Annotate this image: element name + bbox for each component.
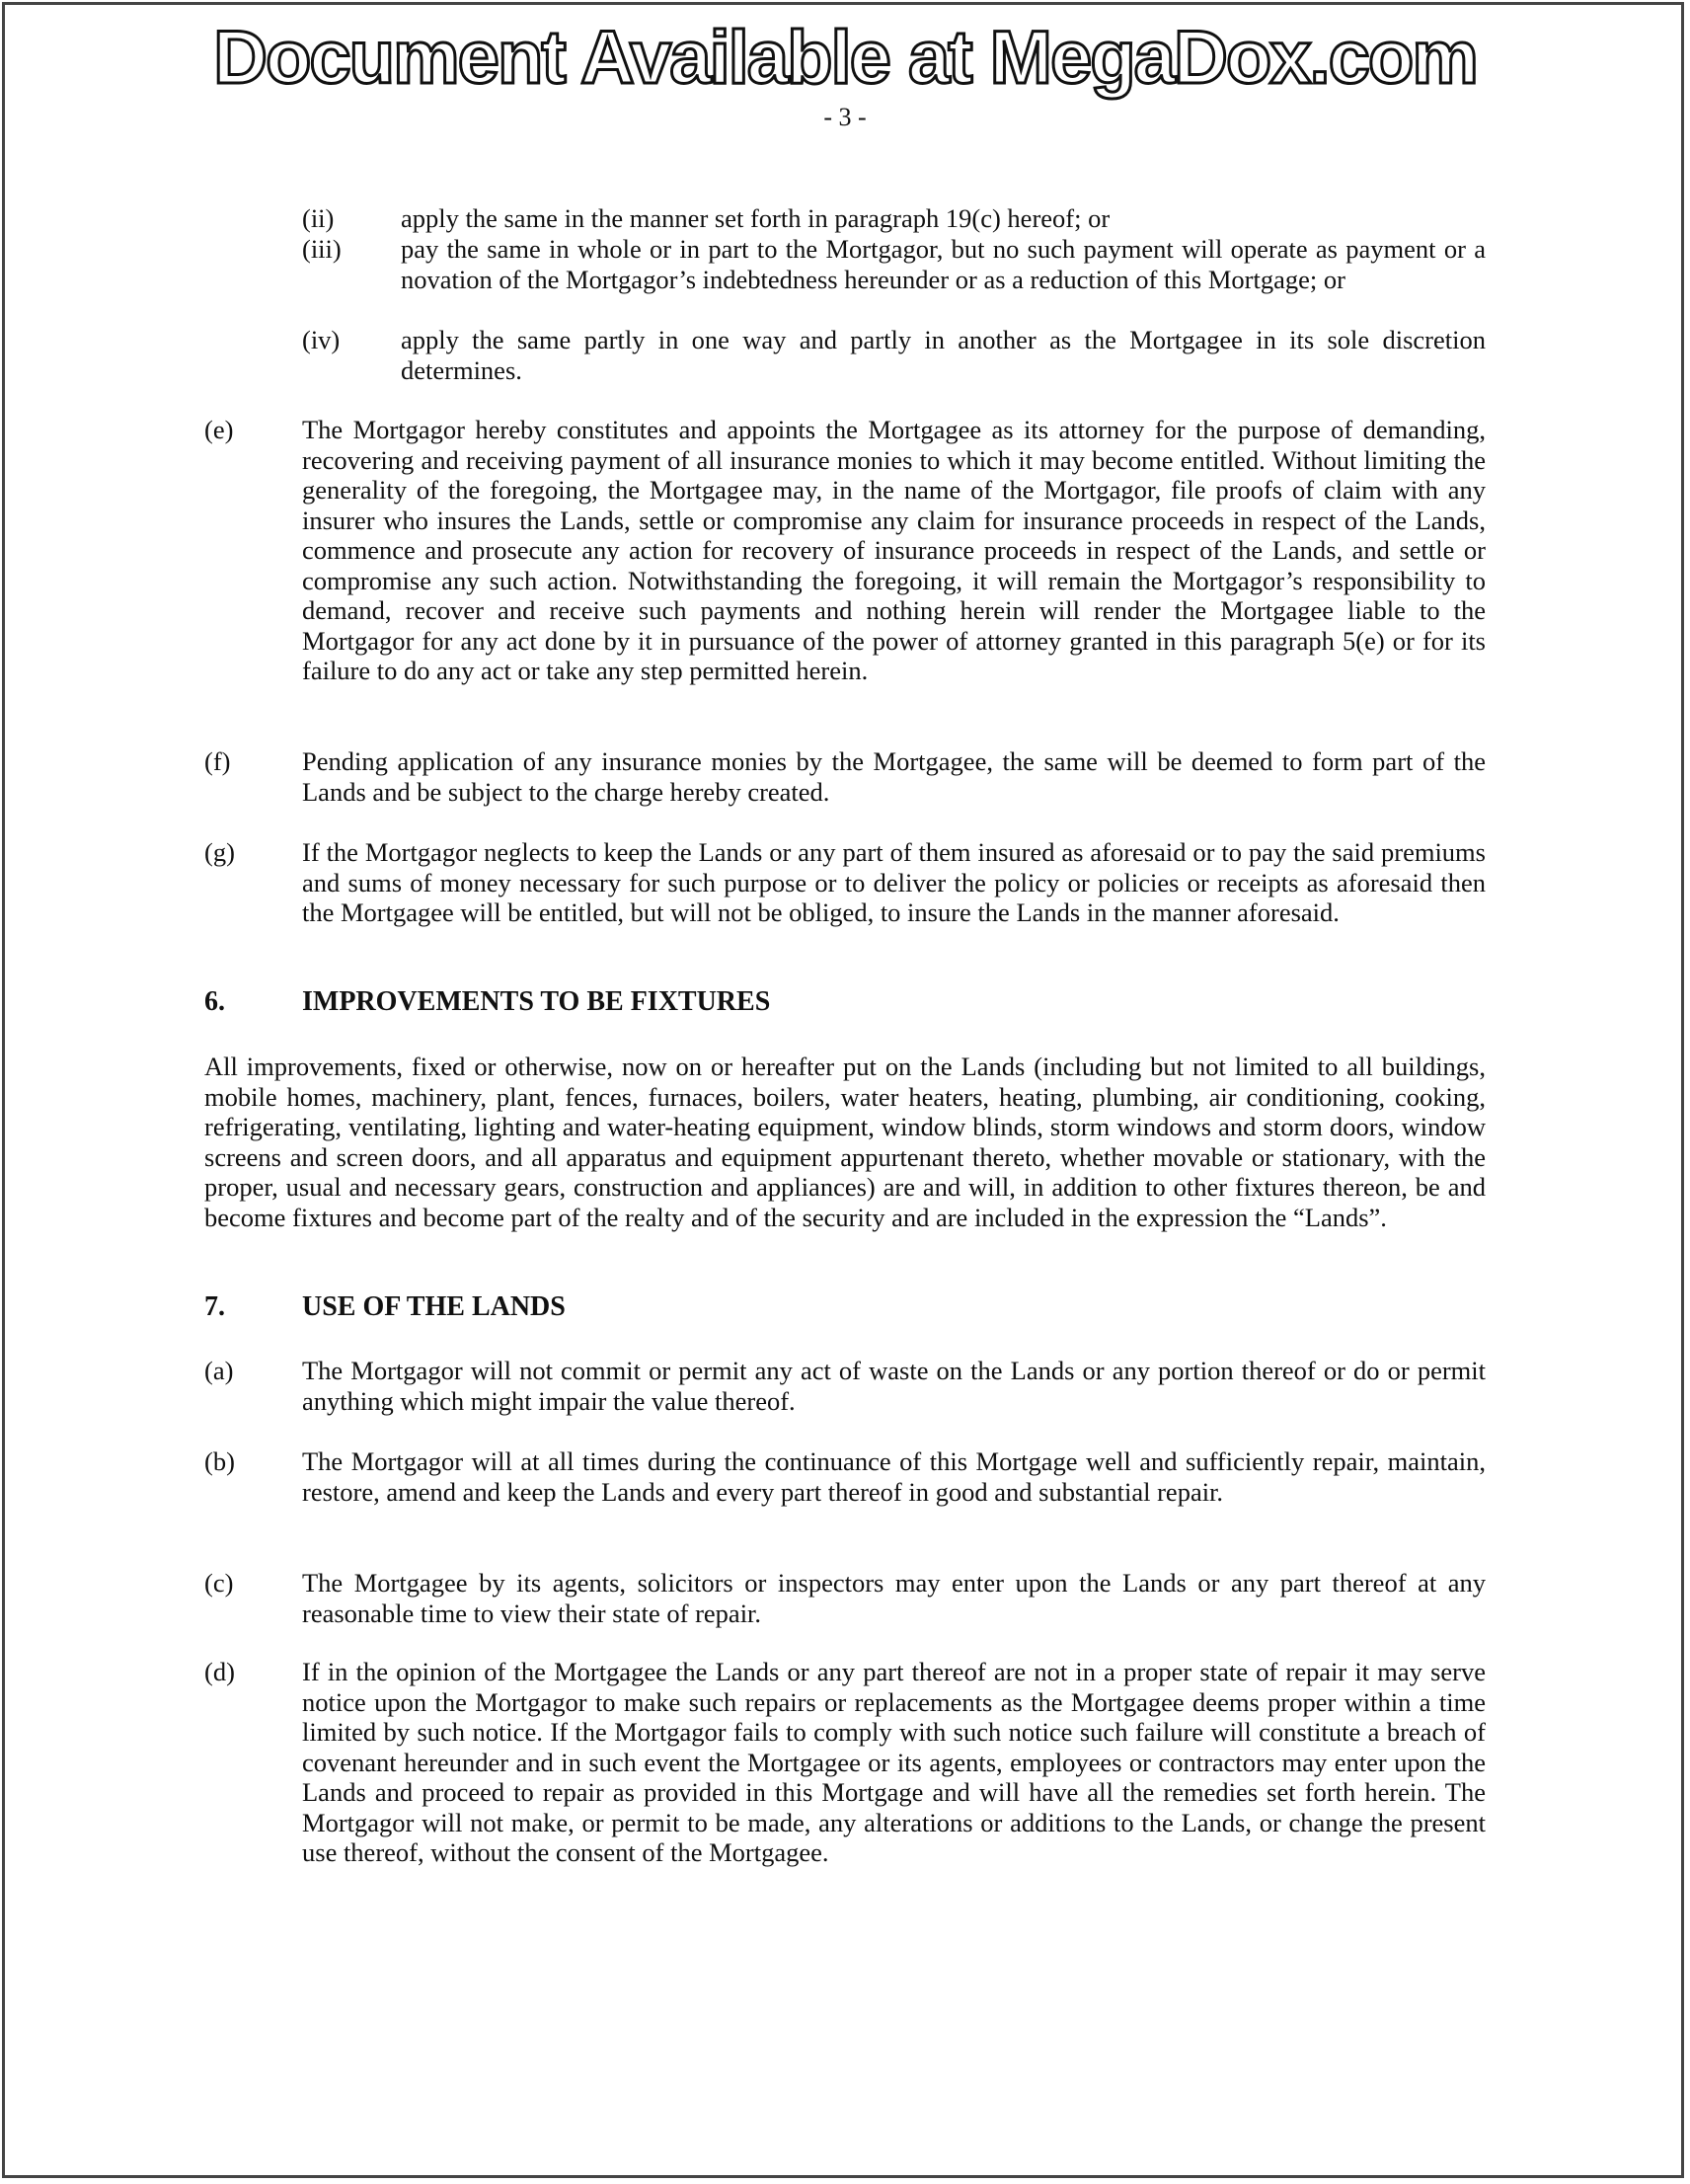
section-6-number: 6. xyxy=(204,986,225,1017)
page-number: - 3 - xyxy=(823,103,867,131)
item-text: The Mortgagor hereby constitutes and appoints the Mortgagee as its attorney for the purpose of demanding, recovering and receiving payment of all insurance monies to which it may become entitled. Without limiting the generality of the foregoing, the Mortgagee may, in the name of the Mortgagor, file proofs of claim with any insurer who insures the Lands, settle or compromise any claim for insurance proceeds in respect of the Lands, commence and prosecute any action for recovery of insurance proceeds in respect of the Lands, and settle or compromise any such action. Notwithstanding the foregoing, it will remain the Mortgagor’s responsibility to demand, recover and receive such payments and nothing herein will render the Mortgagee liable to the Mortgagor for any act done by it in pursuance of the power of attorney granted in this paragraph 5(e) or for its failure to do any act or take any step permitted herein. xyxy=(302,415,1486,685)
item-label: (iv) xyxy=(302,325,341,354)
item-label: (c) xyxy=(204,1568,234,1598)
item-text: If in the opinion of the Mortgagee the Lands or any part thereof are not in a proper state of repair it may serve notice upon the Mortgagor to make such repairs or replacements as the Mortgagee deems proper within a time limited by such notice. If the Mortgagor fails to comply with such notice such failure will constitute a breach of covenant hereunder and in such event the Mortgagee or its agents, employees or contractors may enter upon the Lands and proceed to repair as provided in this Mortgage and will have all the remedies set forth herein. The Mortgagor will not make, or permit to be made, any alterations or additions to the Lands, or change the present use thereof, without the consent of the Mortgagee. xyxy=(302,1657,1486,1867)
item-label: (a) xyxy=(204,1356,234,1385)
section-6-body: All improvements, fixed or otherwise, now on or hereafter put on the Lands (including but not limited to all buildings, mobile homes, machinery, plant, fences, furnaces, boilers, water heaters, heating, plumbing, air conditioning, cooking, refrigerating, ventilating, lighting and water-heating equipment, window blinds, storm windows and storm doors, window screens and screen doors, and all apparatus and equipment appurtenant thereto, whether movable or stationary, with the proper, usual and necessary gears, construction and appliances) are and will, in addition to other fixtures thereon, be and become fixtures and become part of the realty and of the security and are included in the expression the “Lands”. xyxy=(204,1052,1486,1232)
item-label: (ii) xyxy=(302,203,335,233)
item-text: The Mortgagor will at all times during the continuance of this Mortgage well and sufficiently repair, maintain, restore, amend and keep the Lands and every part thereof in good and substantial repair. xyxy=(302,1446,1486,1507)
item-label: (iii) xyxy=(302,234,342,264)
item-text: pay the same in whole or in part to the Mortgagor, but no such payment will operate as payment or a novation of the Mortgagor’s indebtedness hereunder or as a reduction of this Mortgage; or xyxy=(401,234,1486,294)
item-text: apply the same partly in one way and partly in another as the Mortgagee in its sole discretion determines. xyxy=(401,325,1486,385)
item-label: (f) xyxy=(204,746,231,776)
item-label: (b) xyxy=(204,1446,235,1476)
watermark-logo: Document Available at MegaDox.com xyxy=(213,16,1477,100)
item-text: The Mortgagee by its agents, solicitors or inspectors may enter upon the Lands or any part thereof at any reasonable time to view their state of repair. xyxy=(302,1568,1486,1628)
item-text: If the Mortgagor neglects to keep the Lands or any part of them insured as aforesaid or to pay the said premiums and sums of money necessary for such purpose or to deliver the policy or policies or receipts as aforesaid then the Mortgagee will be entitled, but will not be obliged, to insure the Lands in the manner aforesaid. xyxy=(302,837,1486,927)
section-7-heading: USE OF THE LANDS xyxy=(302,1291,566,1322)
section-6-heading: IMPROVEMENTS TO BE FIXTURES xyxy=(302,986,771,1017)
item-label: (g) xyxy=(204,837,235,867)
item-label: (e) xyxy=(204,415,234,444)
item-text: apply the same in the manner set forth in paragraph 19(c) hereof; or xyxy=(401,203,1111,233)
item-text: The Mortgagor will not commit or permit any act of waste on the Lands or any portion thereof or do or permit anything which might impair the value thereof. xyxy=(302,1356,1486,1416)
section-7-number: 7. xyxy=(204,1291,225,1322)
item-label: (d) xyxy=(204,1657,235,1686)
item-text: Pending application of any insurance monies by the Mortgagee, the same will be deemed to form part of the Lands and be subject to the charge hereby created. xyxy=(302,746,1486,807)
